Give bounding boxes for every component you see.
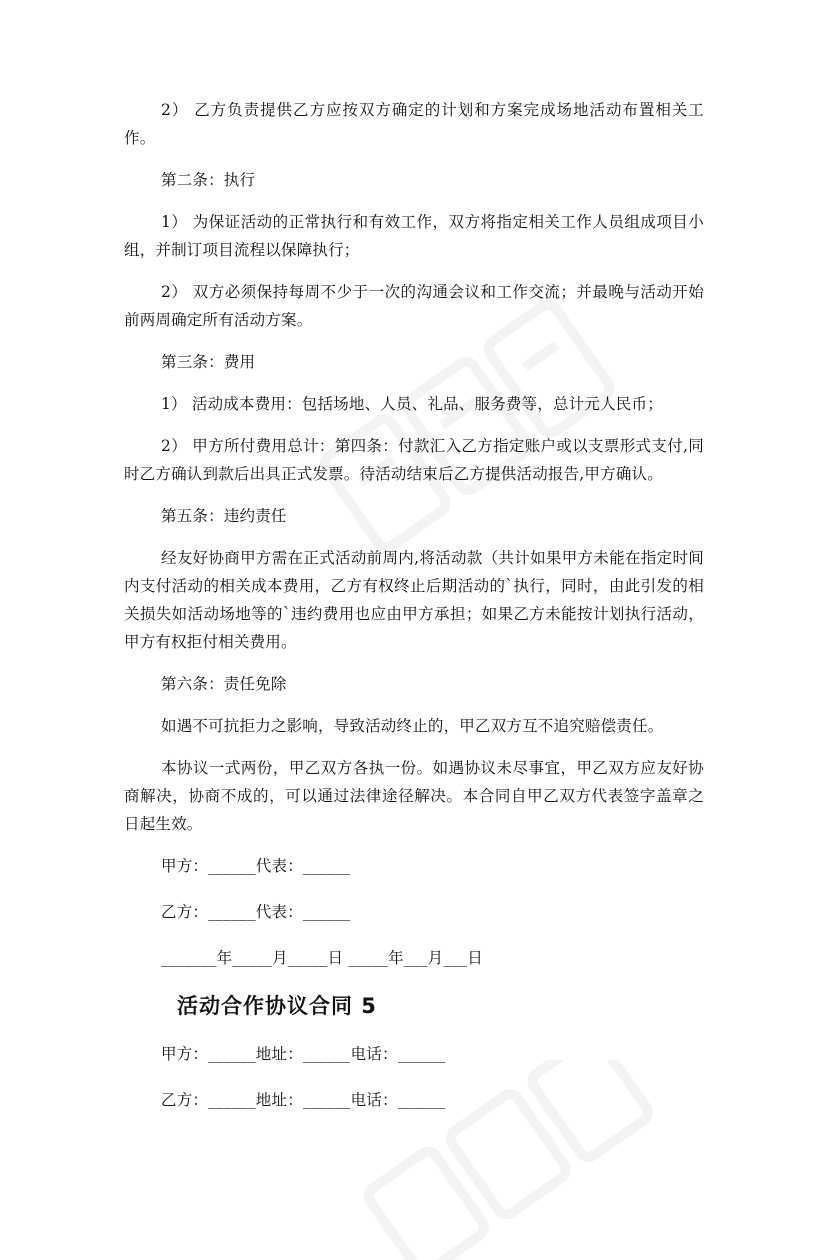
clause-paragraph: 经友好协商甲方需在正式活动前周内,将活动款（共计如果甲方未能在指定时间内支付活动的相关成本费用，乙方有权终止后期活动的`执行，同时，由此引发的相关损失如活动场地等的`违约费用也应由甲方承担；如果乙方未能按计划执行活动，甲方有权拒付相关费用。 [124, 549, 704, 651]
signature-date-line: _______年_____月_____日 _____年___月___日 [161, 949, 483, 967]
article-3-heading: 第三条：费用 [161, 353, 256, 371]
contract-title: 活动合作协议合同 5 [177, 994, 377, 1018]
party-a-info-line: 甲方：______地址：______电话：______ [161, 1045, 446, 1063]
clause-paragraph: 2） 乙方负责提供乙方应按双方确定的计划和方案完成场地活动布置相关工作。 [124, 101, 704, 147]
article-2-heading: 第二条：执行 [161, 171, 256, 189]
party-b-info-line: 乙方：______地址：______电话：______ [161, 1091, 446, 1109]
clause-paragraph: 如遇不可抗拒力之影响，导致活动终止的，甲乙双方互不追究赔偿责任。 [161, 717, 664, 735]
clause-paragraph: 1） 为保证活动的正常执行和有效工作，双方将指定相关工作人员组成项目小组，并制订项目流程以保障执行； [124, 213, 704, 259]
article-6-heading: 第六条：责任免除 [161, 675, 287, 693]
clause-paragraph: 2） 甲方所付费用总计：第四条：付款汇入乙方指定账户或以支票形式支付,同时乙方确认到款后出具正式发票。待活动结束后乙方提供活动报告,甲方确认。 [124, 437, 704, 483]
article-5-heading: 第五条：违约责任 [161, 507, 287, 525]
clause-paragraph: 2） 双方必须保持每周不少于一次的沟通会议和工作交流；并最晚与活动开始前两周确定所有活动方案。 [124, 283, 704, 329]
clause-paragraph: 本协议一式两份，甲乙双方各执一份。如遇协议未尽事宜，甲乙双方应友好协商解决，协商不成的，可以通过法律途径解决。本合同自甲乙双方代表签字盖章之日起生效。 [124, 759, 704, 833]
party-a-signature-line: 甲方：______代表：______ [161, 857, 351, 875]
party-b-signature-line: 乙方：______代表：______ [161, 903, 351, 921]
document-body [124, 96, 704, 1132]
clause-paragraph: 1） 活动成本费用：包括场地、人员、礼品、服务费等，总计元人民币； [161, 395, 663, 413]
